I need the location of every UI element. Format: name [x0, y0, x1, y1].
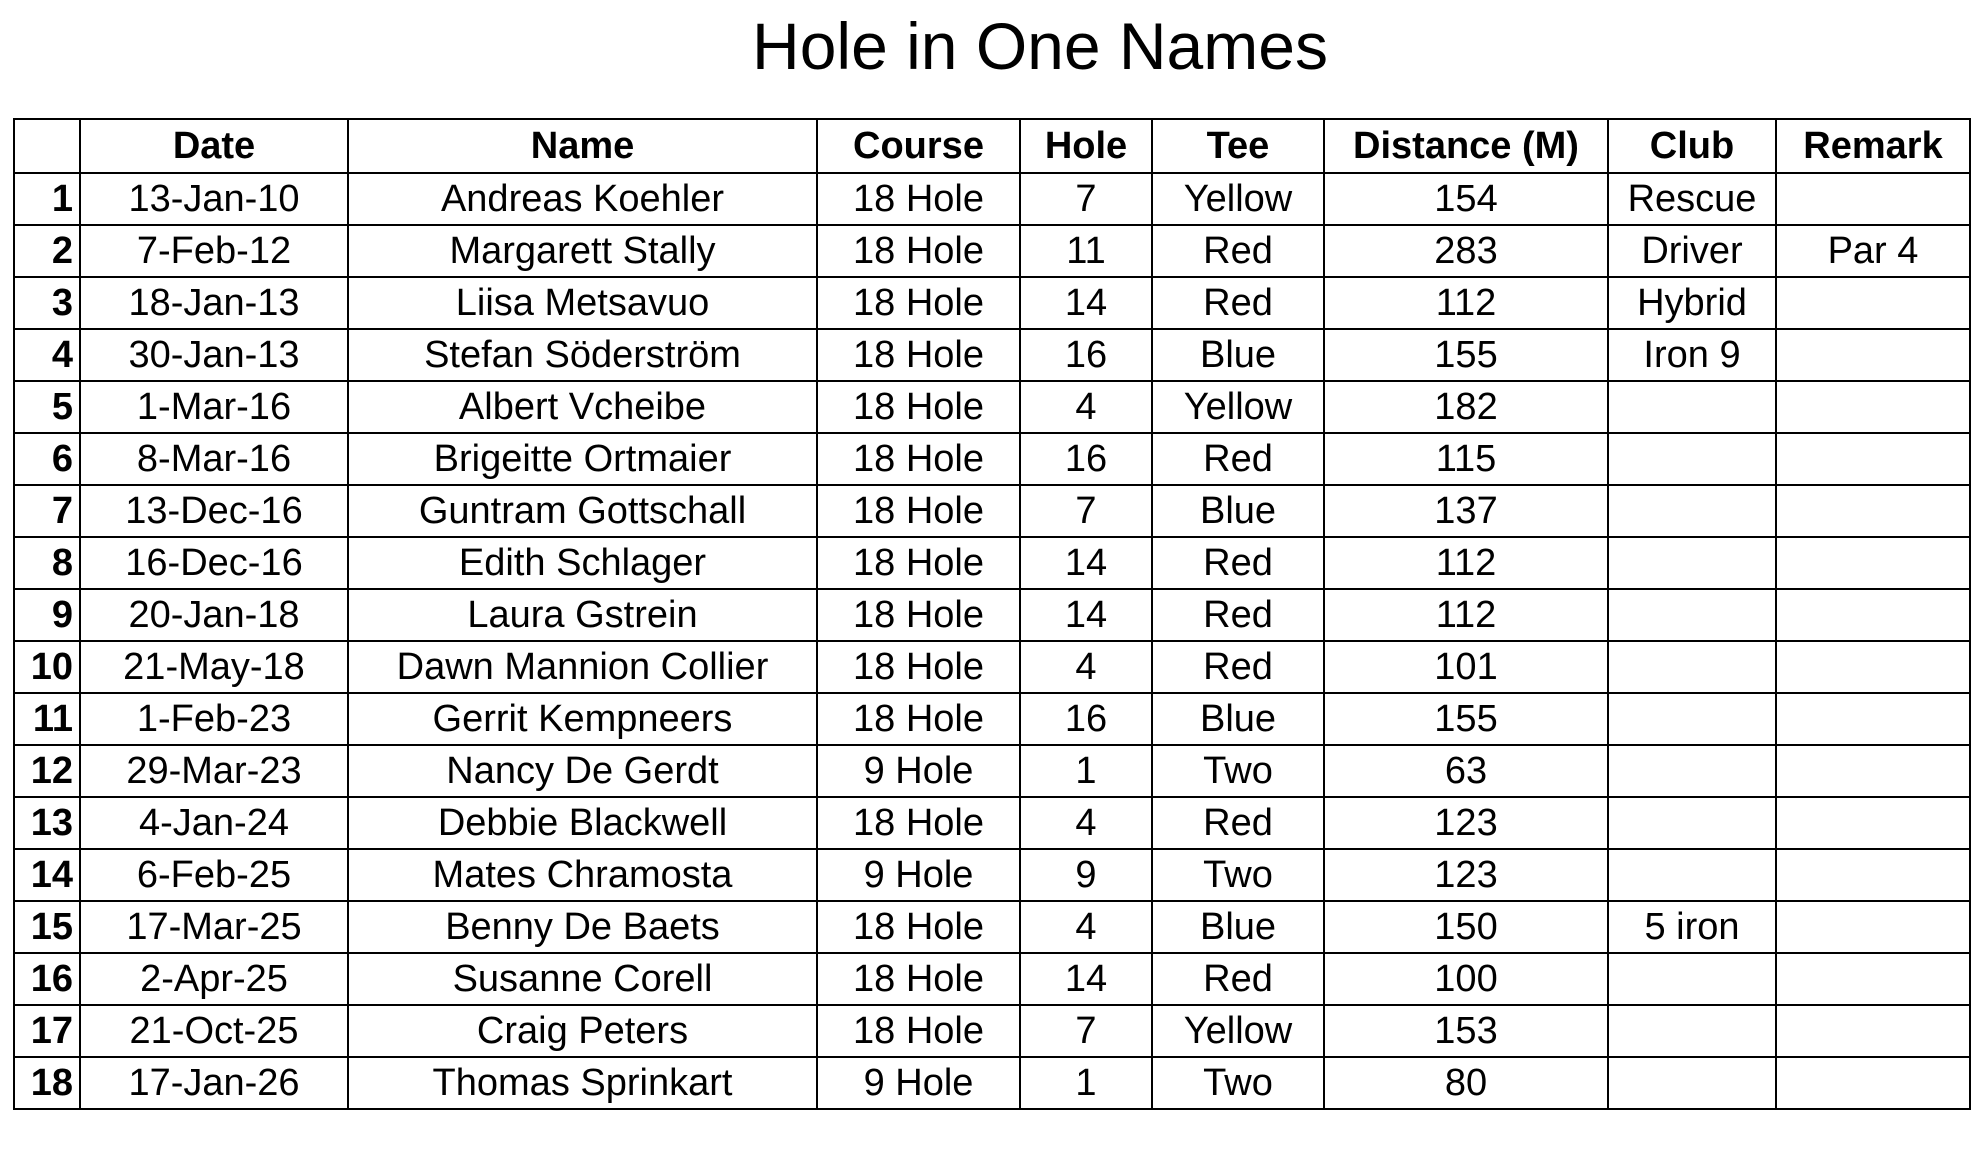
distance-cell: 137 [1324, 485, 1608, 537]
row-number-cell: 17 [14, 1005, 80, 1057]
hole-cell: 4 [1020, 797, 1152, 849]
name-cell: Thomas Sprinkart [348, 1057, 817, 1109]
date-cell: 6-Feb-25 [80, 849, 348, 901]
distance-cell: 153 [1324, 1005, 1608, 1057]
table-row [14, 693, 1970, 745]
name-cell: Andreas Koehler [348, 173, 817, 225]
club-cell [1608, 797, 1776, 849]
tee-cell: Red [1152, 641, 1324, 693]
remark-cell: Par 4 [1776, 225, 1970, 277]
date-cell: 21-May-18 [80, 641, 348, 693]
date-cell: 4-Jan-24 [80, 797, 348, 849]
table-row [14, 433, 1970, 485]
hole-cell: 7 [1020, 485, 1152, 537]
header-club: Club [1608, 119, 1776, 173]
page-title: Hole in One Names [752, 9, 1328, 83]
club-cell [1608, 849, 1776, 901]
hole-cell: 4 [1020, 381, 1152, 433]
header-course: Course [817, 119, 1020, 173]
table-row [14, 901, 1970, 953]
distance-cell: 112 [1324, 277, 1608, 329]
distance-cell: 63 [1324, 745, 1608, 797]
course-cell: 18 Hole [817, 485, 1020, 537]
tee-cell: Blue [1152, 329, 1324, 381]
header-distance: Distance (M) [1324, 119, 1608, 173]
date-cell: 20-Jan-18 [80, 589, 348, 641]
club-cell [1608, 381, 1776, 433]
header-tee: Tee [1152, 119, 1324, 173]
header-name: Name [348, 119, 817, 173]
table-row [14, 537, 1970, 589]
row-number-cell: 10 [14, 641, 80, 693]
row-number-cell: 4 [14, 329, 80, 381]
course-cell: 18 Hole [817, 953, 1020, 1005]
header-hole: Hole [1020, 119, 1152, 173]
header-remark: Remark [1776, 119, 1970, 173]
row-number-cell: 18 [14, 1057, 80, 1109]
club-cell [1608, 693, 1776, 745]
hole-cell: 4 [1020, 641, 1152, 693]
remark-cell [1776, 433, 1970, 485]
tee-cell: Two [1152, 745, 1324, 797]
club-cell [1608, 433, 1776, 485]
name-cell: Laura Gstrein [348, 589, 817, 641]
table-row [14, 225, 1970, 277]
remark-cell [1776, 693, 1970, 745]
club-cell: Rescue [1608, 173, 1776, 225]
header-row-number [14, 119, 80, 173]
hole-cell: 16 [1020, 433, 1152, 485]
remark-cell [1776, 641, 1970, 693]
distance-cell: 155 [1324, 329, 1608, 381]
tee-cell: Red [1152, 225, 1324, 277]
course-cell: 9 Hole [817, 745, 1020, 797]
hole-cell: 14 [1020, 537, 1152, 589]
hole-cell: 1 [1020, 1057, 1152, 1109]
distance-cell: 80 [1324, 1057, 1608, 1109]
course-cell: 9 Hole [817, 1057, 1020, 1109]
distance-cell: 123 [1324, 797, 1608, 849]
table-row [14, 745, 1970, 797]
course-cell: 18 Hole [817, 693, 1020, 745]
distance-cell: 182 [1324, 381, 1608, 433]
course-cell: 18 Hole [817, 1005, 1020, 1057]
row-number-cell: 9 [14, 589, 80, 641]
table-row [14, 641, 1970, 693]
club-cell [1608, 745, 1776, 797]
hole-cell: 14 [1020, 953, 1152, 1005]
hole-cell: 14 [1020, 589, 1152, 641]
row-number-cell: 12 [14, 745, 80, 797]
table-row [14, 329, 1970, 381]
row-number-cell: 3 [14, 277, 80, 329]
table-row [14, 277, 1970, 329]
row-number-cell: 11 [14, 693, 80, 745]
remark-cell [1776, 485, 1970, 537]
course-cell: 18 Hole [817, 589, 1020, 641]
date-cell: 17-Jan-26 [80, 1057, 348, 1109]
header-date: Date [80, 119, 348, 173]
club-cell: 5 iron [1608, 901, 1776, 953]
tee-cell: Red [1152, 953, 1324, 1005]
row-number-cell: 8 [14, 537, 80, 589]
course-cell: 18 Hole [817, 173, 1020, 225]
distance-cell: 155 [1324, 693, 1608, 745]
date-cell: 1-Mar-16 [80, 381, 348, 433]
tee-cell: Red [1152, 433, 1324, 485]
date-cell: 13-Jan-10 [80, 173, 348, 225]
name-cell: Mates Chramosta [348, 849, 817, 901]
course-cell: 18 Hole [817, 329, 1020, 381]
hole-cell: 16 [1020, 693, 1152, 745]
remark-cell [1776, 589, 1970, 641]
club-cell [1608, 537, 1776, 589]
hole-cell: 9 [1020, 849, 1152, 901]
remark-cell [1776, 953, 1970, 1005]
row-number-cell: 6 [14, 433, 80, 485]
course-cell: 18 Hole [817, 225, 1020, 277]
date-cell: 7-Feb-12 [80, 225, 348, 277]
name-cell: Craig Peters [348, 1005, 817, 1057]
remark-cell [1776, 901, 1970, 953]
date-cell: 29-Mar-23 [80, 745, 348, 797]
course-cell: 18 Hole [817, 537, 1020, 589]
remark-cell [1776, 173, 1970, 225]
name-cell: Debbie Blackwell [348, 797, 817, 849]
tee-cell: Red [1152, 277, 1324, 329]
remark-cell [1776, 1057, 1970, 1109]
table-row [14, 381, 1970, 433]
hole-cell: 1 [1020, 745, 1152, 797]
remark-cell [1776, 537, 1970, 589]
date-cell: 13-Dec-16 [80, 485, 348, 537]
date-cell: 2-Apr-25 [80, 953, 348, 1005]
club-cell [1608, 589, 1776, 641]
row-number-cell: 7 [14, 485, 80, 537]
date-cell: 16-Dec-16 [80, 537, 348, 589]
row-number-cell: 15 [14, 901, 80, 953]
table-row [14, 589, 1970, 641]
row-number-cell: 1 [14, 173, 80, 225]
course-cell: 18 Hole [817, 901, 1020, 953]
tee-cell: Blue [1152, 485, 1324, 537]
club-cell: Driver [1608, 225, 1776, 277]
club-cell [1608, 1005, 1776, 1057]
tee-cell: Red [1152, 589, 1324, 641]
remark-cell [1776, 381, 1970, 433]
distance-cell: 100 [1324, 953, 1608, 1005]
date-cell: 18-Jan-13 [80, 277, 348, 329]
table-row [14, 849, 1970, 901]
name-cell: Susanne Corell [348, 953, 817, 1005]
date-cell: 1-Feb-23 [80, 693, 348, 745]
date-cell: 8-Mar-16 [80, 433, 348, 485]
hole-cell: 16 [1020, 329, 1152, 381]
row-number-cell: 16 [14, 953, 80, 1005]
tee-cell: Yellow [1152, 173, 1324, 225]
name-cell: Brigeitte Ortmaier [348, 433, 817, 485]
date-cell: 21-Oct-25 [80, 1005, 348, 1057]
distance-cell: 154 [1324, 173, 1608, 225]
row-number-cell: 13 [14, 797, 80, 849]
name-cell: Guntram Gottschall [348, 485, 817, 537]
hole-in-one-table [13, 118, 1971, 1110]
table-row [14, 1057, 1970, 1109]
club-cell [1608, 1057, 1776, 1109]
row-number-cell: 5 [14, 381, 80, 433]
name-cell: Stefan Söderström [348, 329, 817, 381]
table-row [14, 485, 1970, 537]
hole-cell: 4 [1020, 901, 1152, 953]
name-cell: Dawn Mannion Collier [348, 641, 817, 693]
remark-cell [1776, 849, 1970, 901]
row-number-cell: 14 [14, 849, 80, 901]
remark-cell [1776, 797, 1970, 849]
name-cell: Liisa Metsavuo [348, 277, 817, 329]
remark-cell [1776, 745, 1970, 797]
course-cell: 18 Hole [817, 277, 1020, 329]
date-cell: 17-Mar-25 [80, 901, 348, 953]
hole-cell: 7 [1020, 1005, 1152, 1057]
distance-cell: 101 [1324, 641, 1608, 693]
row-number-cell: 2 [14, 225, 80, 277]
name-cell: Benny De Baets [348, 901, 817, 953]
club-cell: Iron 9 [1608, 329, 1776, 381]
tee-cell: Yellow [1152, 381, 1324, 433]
distance-cell: 112 [1324, 589, 1608, 641]
name-cell: Nancy De Gerdt [348, 745, 817, 797]
tee-cell: Blue [1152, 901, 1324, 953]
tee-cell: Red [1152, 797, 1324, 849]
distance-cell: 115 [1324, 433, 1608, 485]
name-cell: Gerrit Kempneers [348, 693, 817, 745]
hole-cell: 14 [1020, 277, 1152, 329]
tee-cell: Two [1152, 849, 1324, 901]
header-row [14, 119, 1970, 173]
club-cell [1608, 641, 1776, 693]
distance-cell: 283 [1324, 225, 1608, 277]
course-cell: 18 Hole [817, 433, 1020, 485]
remark-cell [1776, 329, 1970, 381]
distance-cell: 123 [1324, 849, 1608, 901]
date-cell: 30-Jan-13 [80, 329, 348, 381]
tee-cell: Blue [1152, 693, 1324, 745]
course-cell: 9 Hole [817, 849, 1020, 901]
remark-cell [1776, 277, 1970, 329]
table-row [14, 1005, 1970, 1057]
name-cell: Margarett Stally [348, 225, 817, 277]
club-cell [1608, 953, 1776, 1005]
tee-cell: Red [1152, 537, 1324, 589]
name-cell: Albert Vcheibe [348, 381, 817, 433]
club-cell [1608, 485, 1776, 537]
table-row [14, 173, 1970, 225]
table-row [14, 797, 1970, 849]
name-cell: Edith Schlager [348, 537, 817, 589]
course-cell: 18 Hole [817, 797, 1020, 849]
hole-cell: 11 [1020, 225, 1152, 277]
club-cell: Hybrid [1608, 277, 1776, 329]
tee-cell: Two [1152, 1057, 1324, 1109]
tee-cell: Yellow [1152, 1005, 1324, 1057]
distance-cell: 150 [1324, 901, 1608, 953]
course-cell: 18 Hole [817, 381, 1020, 433]
table-body [14, 173, 1970, 1109]
remark-cell [1776, 1005, 1970, 1057]
hole-cell: 7 [1020, 173, 1152, 225]
table-row [14, 953, 1970, 1005]
distance-cell: 112 [1324, 537, 1608, 589]
course-cell: 18 Hole [817, 641, 1020, 693]
